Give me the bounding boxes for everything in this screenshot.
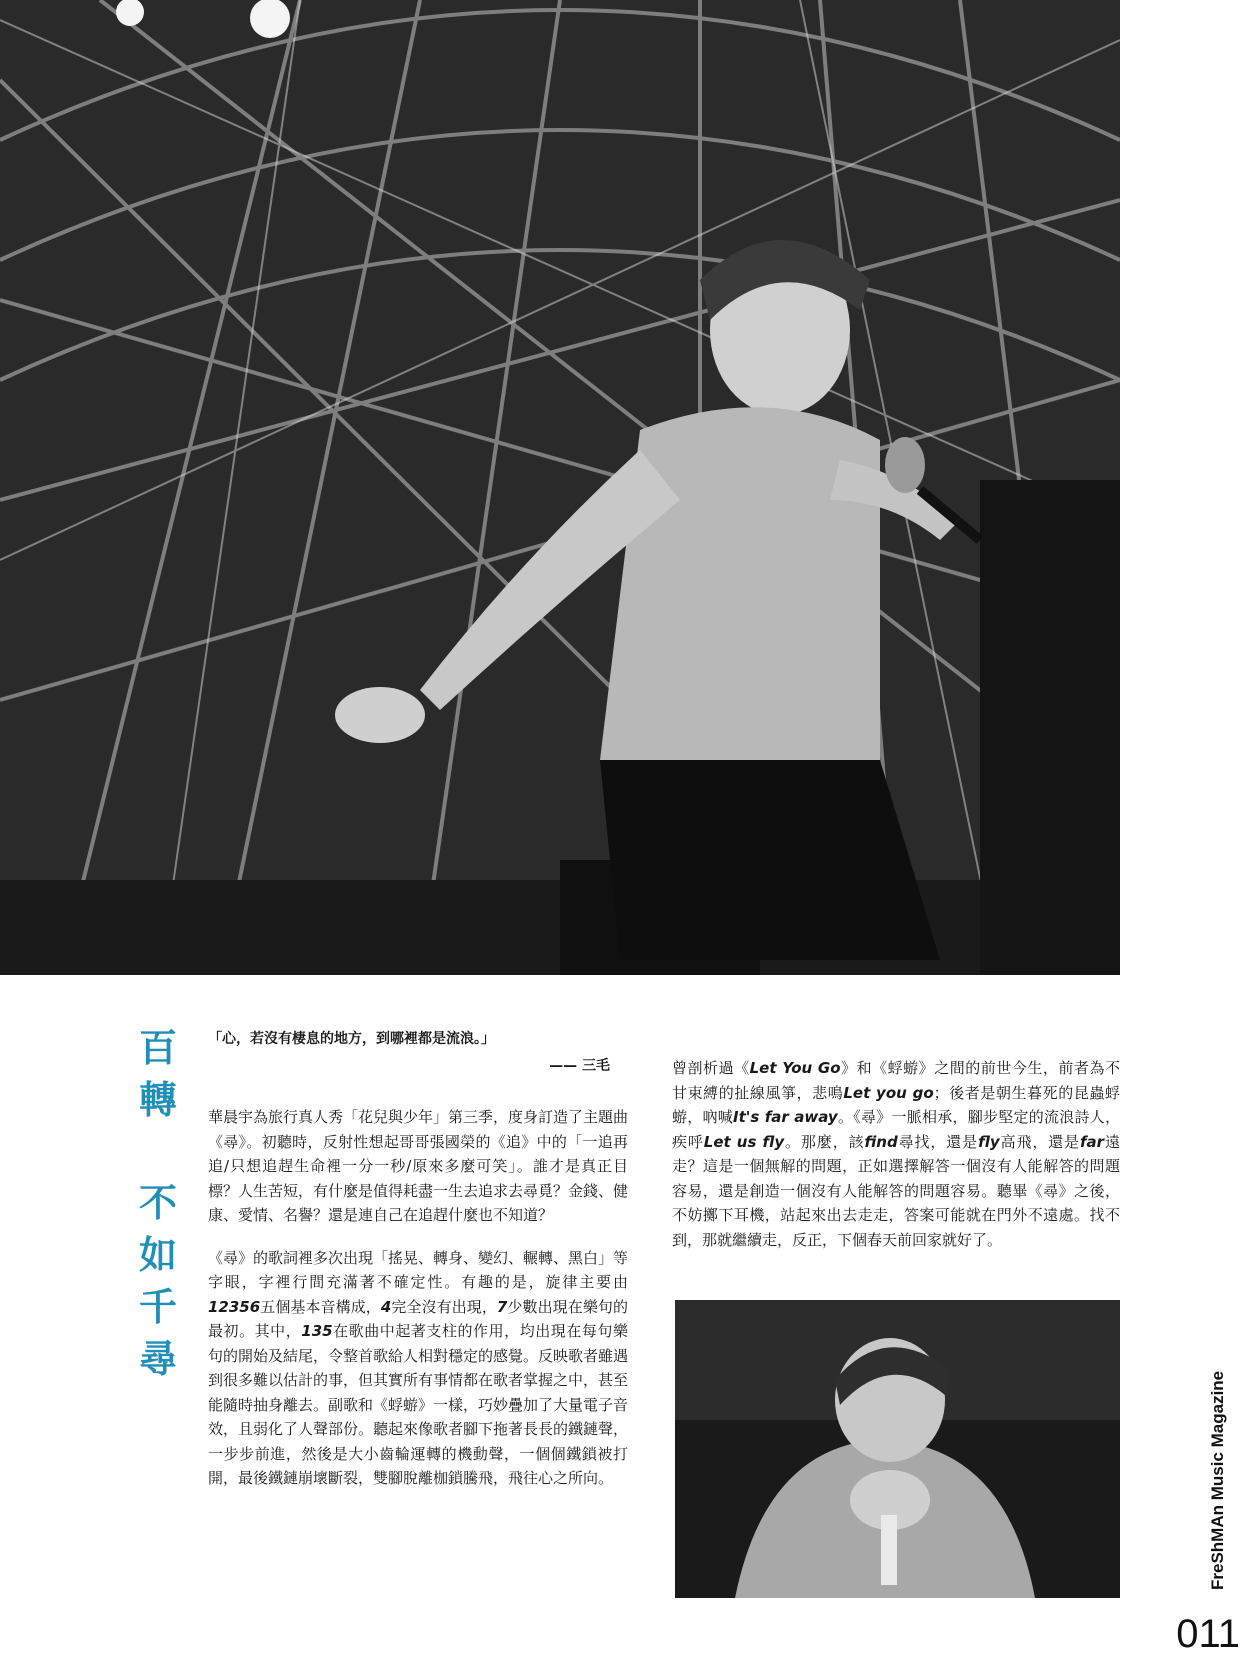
text-run: 尋找，還是 bbox=[897, 1132, 979, 1151]
left-column bbox=[208, 1105, 628, 1509]
right-column bbox=[672, 1056, 1120, 1252]
text-run: 五個基本音構成， bbox=[260, 1297, 381, 1316]
text-run: 遠走？這是一個無解的問題，正如選擇解答一個沒有人能解答的問題容易，還是創造一個沒有人能解答的問題容易。聽畢《尋》之後，不妨擲下耳機，站起來出去走走，答案可能就在門外不遠處。找不到，那就繼續走，反正，下個春天前回家就好了。 bbox=[672, 1132, 1120, 1249]
article-title-part1: 百轉 bbox=[138, 1025, 177, 1122]
magazine-name: FreShMAn Music Magazine bbox=[1208, 1370, 1227, 1590]
paragraph bbox=[672, 1056, 1120, 1252]
text-run: 曾剖析過《 bbox=[672, 1059, 750, 1077]
epigraph-author: —— 三毛 bbox=[549, 1058, 610, 1074]
epigraph-quote: 「心，若沒有棲息的地方，到哪裡都是流浪。」 bbox=[208, 1031, 495, 1047]
text-run: 。那麼，該 bbox=[784, 1132, 865, 1151]
text-emphasis: It's far away bbox=[733, 1108, 838, 1126]
text-emphasis: Let you go bbox=[843, 1083, 934, 1102]
secondary-photo bbox=[675, 1300, 1120, 1598]
article-title-part2: 不如千尋 bbox=[138, 1180, 177, 1381]
text-emphasis: 135 bbox=[301, 1322, 333, 1340]
text-emphasis: Let You Go bbox=[749, 1059, 841, 1077]
page-number: 011 bbox=[1176, 1612, 1240, 1656]
text-emphasis: 12356 bbox=[208, 1297, 261, 1316]
singer-closeup-illustration bbox=[675, 1300, 1120, 1598]
text-emphasis: 7 bbox=[496, 1297, 508, 1316]
paragraph bbox=[208, 1246, 628, 1491]
text-run: ；後者是朝生暮死的昆蟲蜉蝣，吶喊 bbox=[672, 1083, 1120, 1126]
text-run: 高飛，還是 bbox=[999, 1132, 1081, 1151]
paragraph: 華晨宇為旅行真人秀「花兒與少年」第三季，度身訂造了主題曲《尋》。初聽時，反射性想起哥哥張國榮的《追》中的「一追再追/只想追趕生命裡一分一秒/原來多麼可笑」。誰才是真正目標？人生苦短，有什麼是值得耗盡一生去追求去尋覓？金錢、健康、愛情、名譽？還是連自己在追趕什麼也不知道？ bbox=[208, 1108, 629, 1224]
text-run: 》和《蜉蝣》之間的前世今生，前者為不甘束縛的扯線風箏，悲鳴 bbox=[672, 1059, 1120, 1102]
text-run: 在歌曲中起著支柱的作用，均出現在每句樂句的開始及結尾，令整首歌給人相對穩定的感覺。反映歌者雖遇到很多難以估計的事，但其實所有事情都在歌者掌握之中，甚至能隨時抽身離去。副歌和《蜉蝣》一樣，巧妙疊加了大量電子音效，且弱化了人聲部份。聽起來像歌者腳下拖著長長的鐵鏈聲，一步步前進，然後是大小齒輪運轉的機動聲，一個個鐵鎖被打開，最後鐵鏈崩壞斷裂，雙腳脫離枷鎖騰飛，飛往心之所向。 bbox=[208, 1322, 629, 1487]
text-emphasis: 4 bbox=[380, 1297, 392, 1316]
text-emphasis: find bbox=[864, 1132, 898, 1151]
text-emphasis: Let us fly bbox=[703, 1132, 785, 1151]
text-run: 完全沒有出現， bbox=[391, 1297, 497, 1316]
text-run: 少數出現在樂句的最初。其中， bbox=[208, 1297, 628, 1340]
text-run: 《尋》的歌詞裡多次出現「搖晃、轉身、變幻、輾轉、黑白」等字眼，字裡行間充滿著不確定性。有趣的是，旋律主要由 bbox=[208, 1248, 629, 1291]
text-emphasis: fly bbox=[978, 1132, 1000, 1151]
text-emphasis: far bbox=[1080, 1132, 1105, 1151]
article-title bbox=[135, 1022, 181, 1385]
text-run: 。《尋》一脈相承，腳步堅定的流浪詩人，疾呼 bbox=[672, 1108, 1120, 1151]
